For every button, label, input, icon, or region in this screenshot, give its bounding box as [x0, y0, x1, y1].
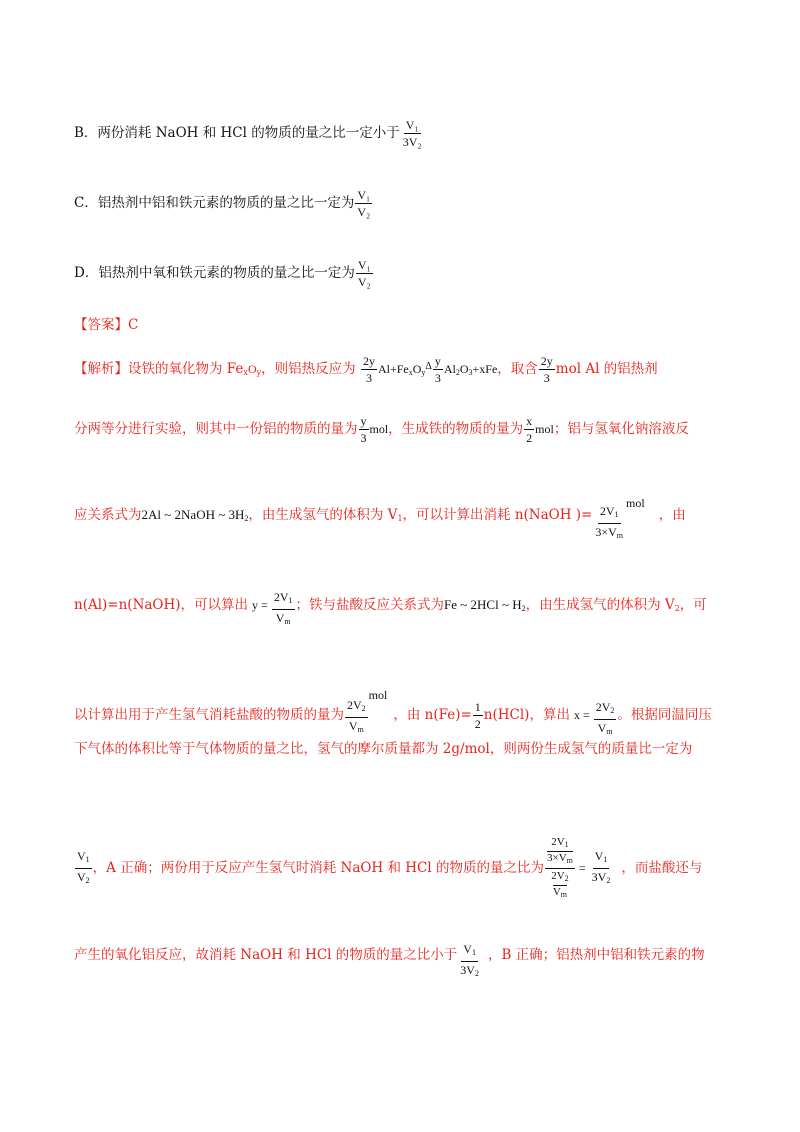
- option-d: [74, 258, 374, 289]
- analysis-line-6: 下气体的体积比等于气体物质的量之比，氢气的摩尔质量都为 2g/mol，则两份生成氢气的质量比一定为: [74, 741, 693, 757]
- answer-label: 【答案】: [74, 317, 128, 333]
- option-c-fraction: $\frac{\text{V₁}}{\text{V₂}}$: [357, 188, 371, 219]
- option-d-text: D．铝热剂中氧和铁元素的物质的量之比一定为: [74, 265, 355, 281]
- analysis-line-7: $\frac{V_1}{V_2}$ ，A 正确；两份用于反应产生氢气时消耗 NaOH 和 HCl 的物质的量之比为 $2V_1$ $3\times V_m$ $2V_2$ $V_m$ = $\frac{V_1}{3V_2}$ ，而盐酸还与: [77, 836, 703, 899]
- answer-line: [74, 316, 138, 334]
- answer-value: C: [128, 317, 139, 333]
- option-b-fraction: $\frac{\text{V₁}}{\text{3V₂}}$: [402, 118, 422, 149]
- option-c-text: C．铝热剂中铝和铁元素的物质的量之比一定为: [74, 195, 355, 211]
- ratio-fraction: $2V_1$ $3\times V_m$ $2V_2$ $V_m$ = $\frac{V_1}{3V_2}$: [547, 836, 611, 899]
- thermite-equation: $\frac{2y}{3}$ $Al+Fe_xO_y^\Delta$ $\frac{y}{3}$ $Al_2O_3+xFe$: [362, 354, 498, 385]
- analysis-line-4: n(Al)=n(NaOH)，可以算出 y = $\frac{2V_1}{V_m}$ ；铁与盐酸反应关系式为Fe ~ 2HCl ~ $H_2$，由生成氢气的体积为 $V_2$，可: [74, 590, 707, 626]
- option-b: [74, 118, 425, 149]
- analysis-line-1: 【解析】设铁的氧化物为 $Fe_xO_y$，则铝热反应为 $\frac{2y}{3}$ $Al+Fe_xO_y^\Delta$ $\frac{y}{3}$ $Al_2O_3+xFe$，取含 $\frac{2y}{3}$ mol Al 的铝热剂: [74, 354, 658, 385]
- option-c: [74, 188, 373, 219]
- analysis-label: 【解析】: [74, 361, 128, 377]
- analysis-line-5: 以计算出用于产生氢气消耗盐酸的物质的量为 $\frac{2V_2}{V_m}$ mol，由 n(Fe)= $\frac{1}{2}$ n(HCl)，算出 x = $\frac{2V_2}{V_m}$ 。根据同温同压: [74, 688, 712, 736]
- analysis-line-2: 分两等分进行实验，则其中一份铝的物质的量为 $\frac{y}{3}$ mol，生成铁的物质的量为 $\frac{x}{2}$ mol；铝与氢氧化钠溶液反: [74, 414, 689, 445]
- option-b-text: B．两份消耗 NaOH 和 HCl 的物质的量之比一定小于: [74, 125, 400, 141]
- option-d-fraction: $\frac{\text{V₁}}{\text{V₂}}$: [357, 258, 371, 289]
- analysis-line-3: 应关系式为2Al ~ 2NaOH ~ $3H_2$，由生成氢气的体积为 $V_1$，可以计算出消耗 n(NaOH )= $\frac{2V_1}{3\times V_m}$ mol，由: [74, 496, 686, 540]
- analysis-line-8: 产生的氧化铝反应，故消耗 NaOH 和 HCl 的物质的量之比小于 $\frac{V_1}{3V_2}$ ，B 正确；铝热剂中铝和铁元素的物: [74, 942, 705, 978]
